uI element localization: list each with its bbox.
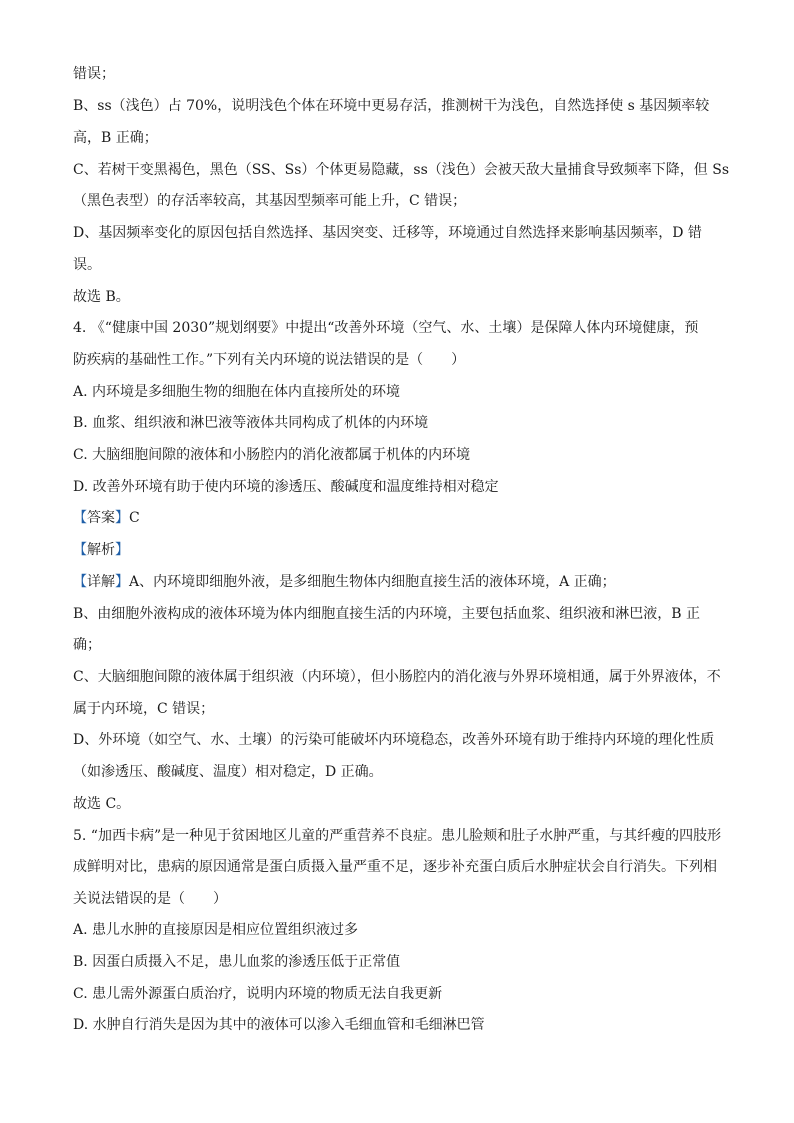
answer-bracket-close: 】 bbox=[115, 510, 129, 526]
question-5-option-b: B. 因蛋白质摄入不足，患儿血浆的渗透压低于正常值 bbox=[73, 954, 401, 970]
text-line: 误。 bbox=[73, 257, 101, 273]
question-5-option-d: D. 水肿自行消失是因为其中的液体可以渗入毛细血管和毛细淋巴管 bbox=[73, 1017, 485, 1033]
question-4-stem: 防疾病的基础性工作。”下列有关内环境的说法错误的是（ ） bbox=[73, 352, 466, 368]
question-5-option-a: A. 患儿水肿的直接原因是相应位置组织液过多 bbox=[73, 922, 359, 938]
question-5-stem: 关说法错误的是（ ） bbox=[73, 891, 227, 907]
detail-bracket-close: 】 bbox=[115, 574, 129, 590]
question-5-option-c: C. 患儿需外源蛋白质治疗，说明内环境的物质无法自我更新 bbox=[73, 986, 443, 1002]
text-line: D、外环境（如空气、水、土壤）的污染可能破坏内环境稳态，改善外环境有助于维持内环境的理化性质 bbox=[73, 732, 715, 748]
text-line: B、由细胞外液构成的液体环境为体内细胞直接生活的内环境，主要包括血浆、组织液和淋巴液，B 正 bbox=[73, 606, 701, 622]
analysis-label: 解析 bbox=[87, 542, 115, 558]
analysis-line bbox=[73, 540, 733, 560]
text-line: D、基因频率变化的原因包括自然选择、基因突变、迁移等，环境通过自然选择来影响基因频率，D 错 bbox=[73, 225, 702, 241]
question-5-stem: 5. “加西卡病”是一种见于贫困地区儿童的严重营养不良症。患儿脸颊和肚子水肿严重，与其纤瘦的四肢形 bbox=[73, 828, 722, 844]
text-line: B、ss（浅色）占 70%，说明浅色个体在环境中更易存活，推测树干为浅色，自然选择使 s 基因频率较 bbox=[73, 98, 710, 114]
answer-bracket-open: 【 bbox=[73, 510, 87, 526]
question-4-stem: 4. 《“健康中国 2030”规划纲要》中提出“改善外环境（空气、水、土壤）是保障人体内环境健康，预 bbox=[73, 320, 699, 336]
text-line: C、大脑细胞间隙的液体属于组织液（内环境），但小肠腔内的消化液与外界环境相通，属于外界液体，不 bbox=[73, 669, 721, 685]
detail-bracket-open: 【 bbox=[73, 574, 87, 590]
text-line: 错误； bbox=[73, 66, 115, 82]
text-line: C、若树干变黑褐色，黑色（SS、Ss）个体更易隐藏，ss（浅色）会被天敌大量捕食导致频率下降，但 Ss bbox=[73, 162, 730, 178]
question-4-option-d: D. 改善外环境有助于使内环境的渗透压、酸碱度和温度维持相对稳定 bbox=[73, 479, 499, 495]
text-line: 确； bbox=[73, 637, 101, 653]
text-line: 高，B 正确； bbox=[73, 130, 158, 146]
answer-line bbox=[73, 508, 733, 528]
text-line: 故选 C。 bbox=[73, 796, 131, 812]
question-4-option-c: C. 大脑细胞间隙的液体和小肠腔内的消化液都属于机体的内环境 bbox=[73, 447, 471, 463]
detail-text: A、内环境即细胞外液，是多细胞生物体内细胞直接生活的液体环境，A 正确； bbox=[129, 574, 616, 590]
answer-label: 答案 bbox=[87, 510, 115, 526]
text-line: （如渗透压、酸碱度、温度）相对稳定，D 正确。 bbox=[73, 764, 383, 780]
analysis-bracket-close: 】 bbox=[115, 542, 129, 558]
text-line: 属于内环境，C 错误； bbox=[73, 701, 215, 717]
question-5-stem: 成鲜明对比，患病的原因通常是蛋白质摄入量严重不足，逐步补充蛋白质后水肿症状会自行消失。下列相 bbox=[73, 859, 717, 875]
text-line: 故选 B。 bbox=[73, 289, 130, 305]
question-4-option-a: A. 内环境是多细胞生物的细胞在体内直接所处的环境 bbox=[73, 384, 401, 400]
question-4-option-b: B. 血浆、组织液和淋巴液等液体共同构成了机体的内环境 bbox=[73, 415, 429, 431]
detail-line bbox=[73, 572, 733, 592]
answer-value: C bbox=[129, 510, 140, 526]
detail-label: 详解 bbox=[87, 574, 115, 590]
text-line: （黑色表型）的存活率较高，其基因型频率可能上升，C 错误； bbox=[73, 193, 467, 209]
analysis-bracket-open: 【 bbox=[73, 542, 87, 558]
